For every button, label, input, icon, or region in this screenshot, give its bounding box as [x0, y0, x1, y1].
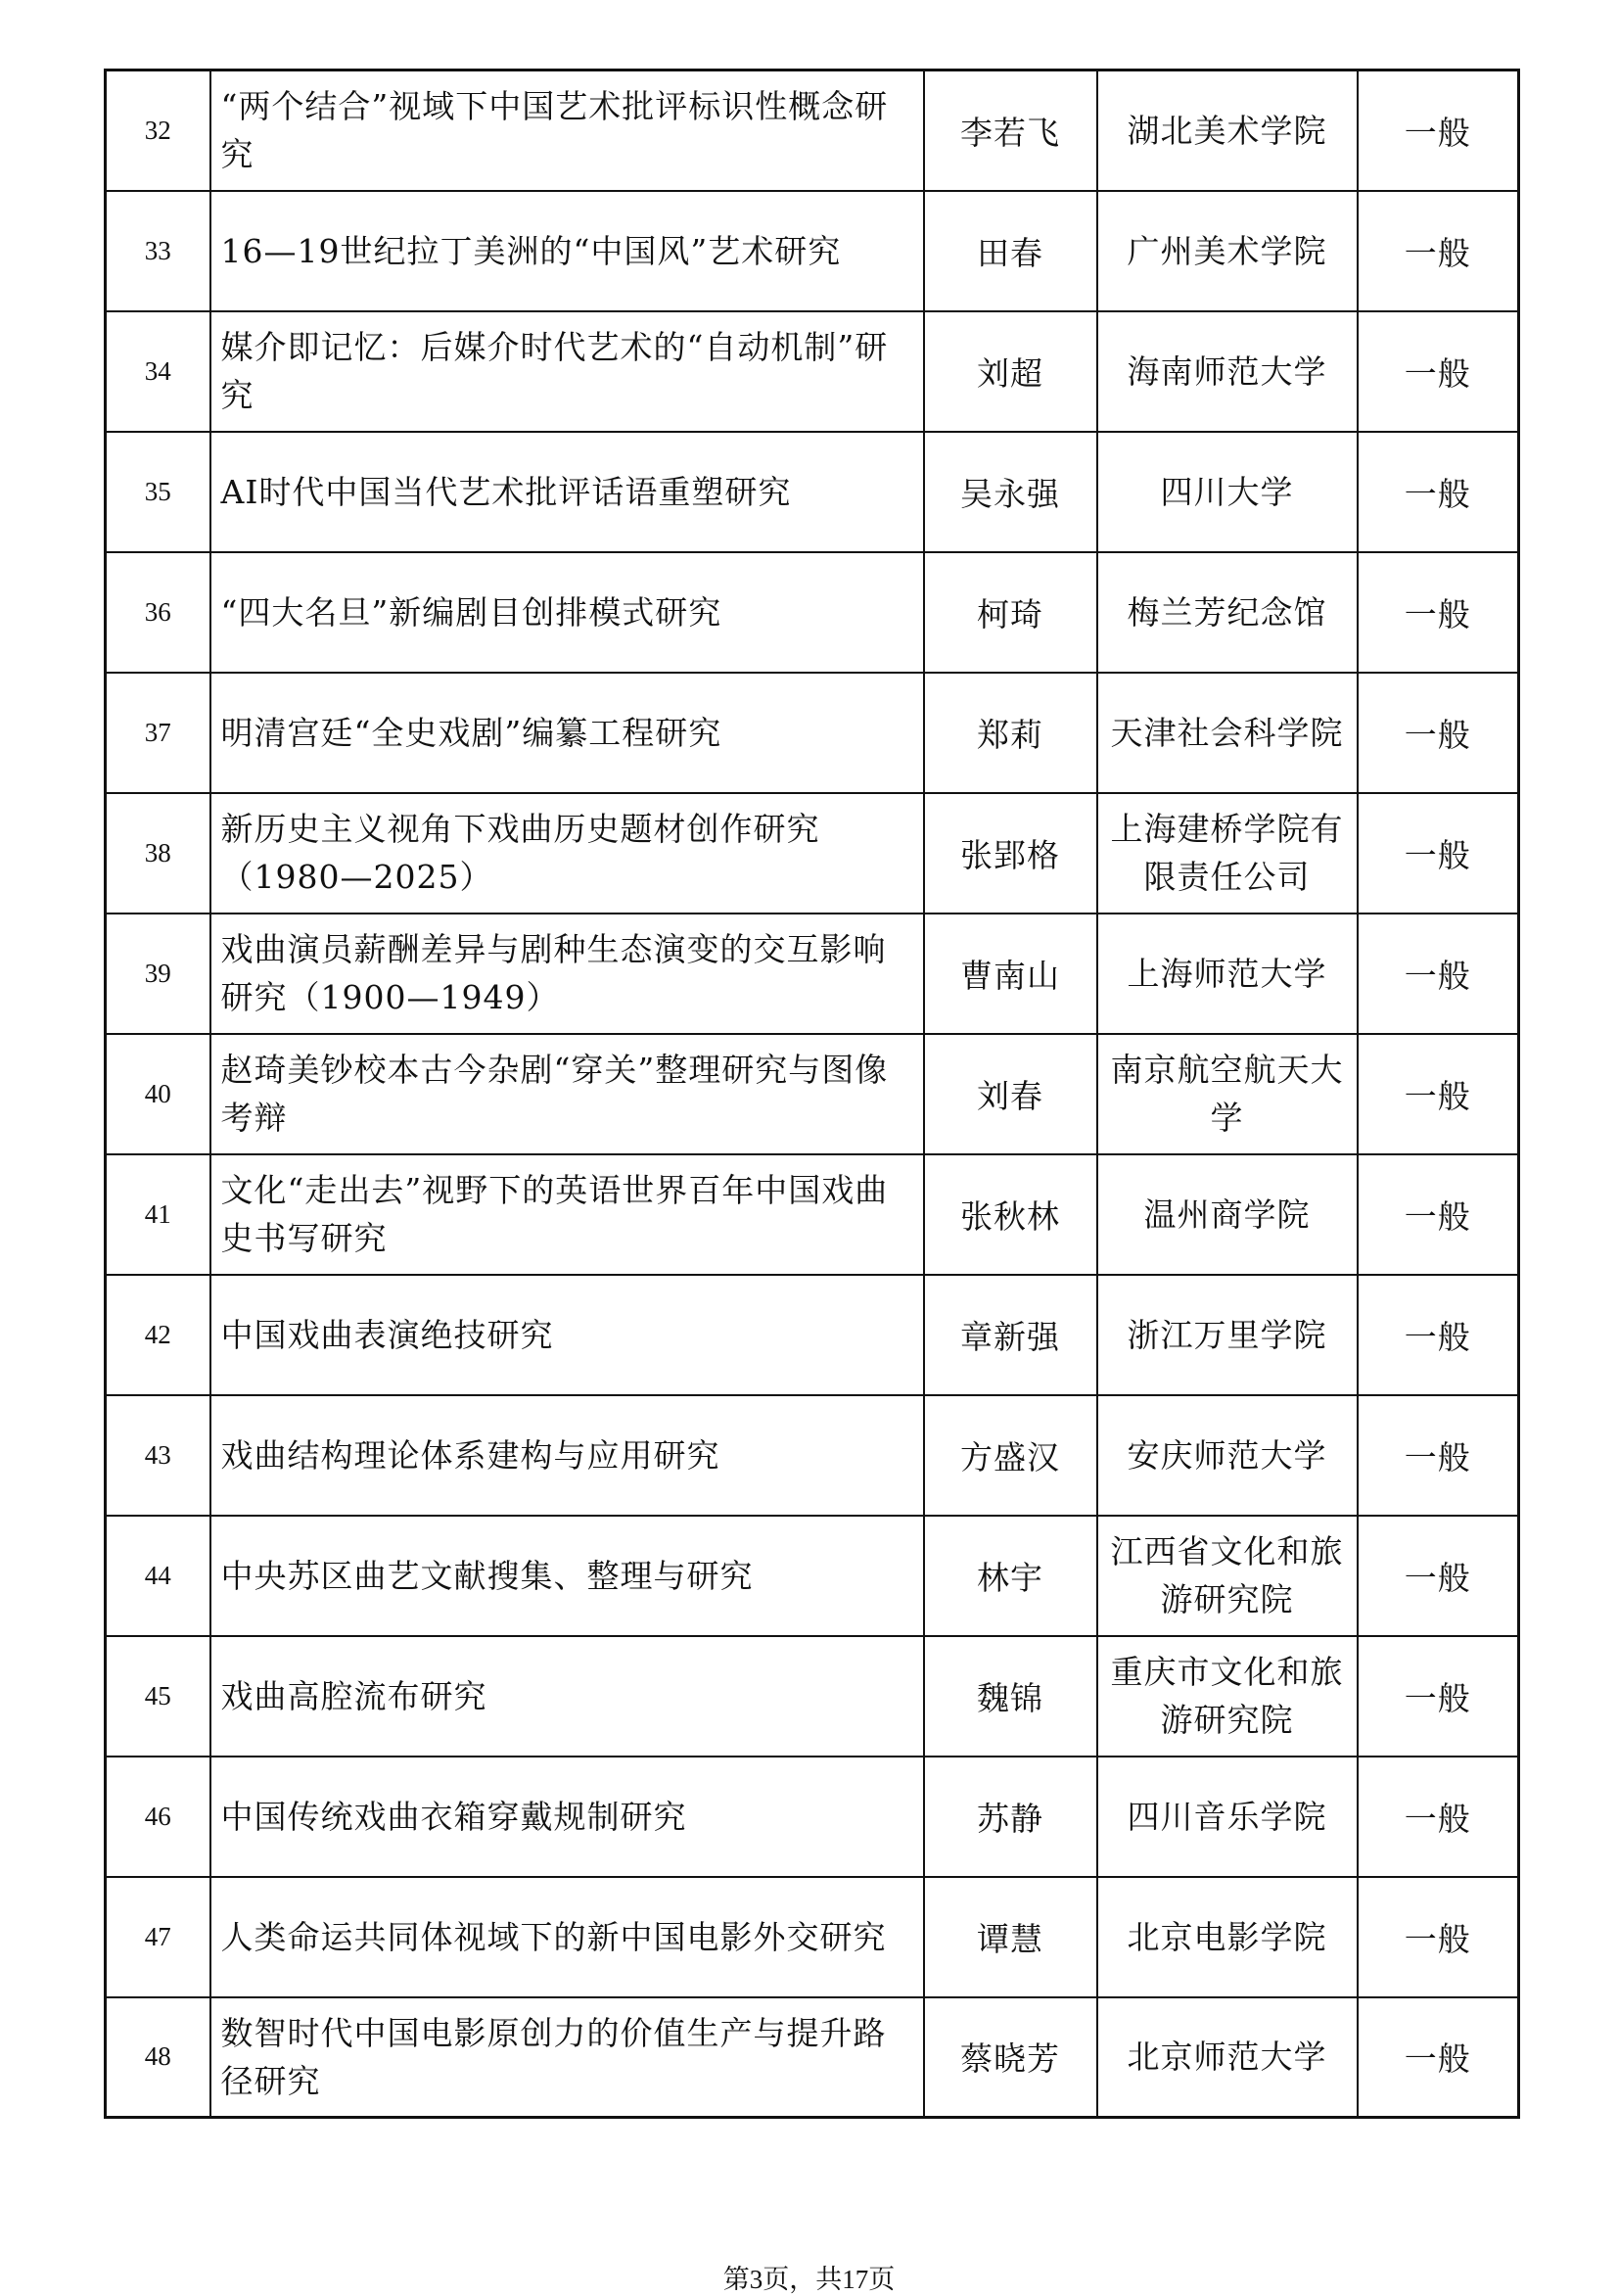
principal-investigator-cell: 曹南山	[924, 914, 1097, 1034]
table-row	[106, 1516, 1519, 1636]
project-title-cell: 数智时代中国电影原创力的价值生产与提升路径研究	[210, 1997, 924, 2118]
project-level-cell: 一般	[1358, 914, 1519, 1034]
institution-cell: 天津社会科学院	[1097, 673, 1358, 793]
project-title-cell: “四大名旦”新编剧目创排模式研究	[210, 552, 924, 673]
project-title-cell: 中国传统戏曲衣箱穿戴规制研究	[210, 1757, 924, 1877]
project-number-cell: 38	[106, 793, 210, 914]
principal-investigator-cell: 刘超	[924, 311, 1097, 432]
table-row	[106, 1275, 1519, 1395]
table-body	[106, 70, 1519, 2118]
table-row	[106, 311, 1519, 432]
project-number-cell: 39	[106, 914, 210, 1034]
project-number-cell: 33	[106, 191, 210, 311]
institution-cell: 浙江万里学院	[1097, 1275, 1358, 1395]
table-row	[106, 1877, 1519, 1997]
principal-investigator-cell: 谭慧	[924, 1877, 1097, 1997]
project-title-cell: AI时代中国当代艺术批评话语重塑研究	[210, 432, 924, 552]
project-number-cell: 42	[106, 1275, 210, 1395]
institution-cell: 安庆师范大学	[1097, 1395, 1358, 1516]
project-number-cell: 44	[106, 1516, 210, 1636]
project-number-cell: 43	[106, 1395, 210, 1516]
table-row	[106, 432, 1519, 552]
project-title-cell: 赵琦美钞校本古今杂剧“穿关”整理研究与图像考辩	[210, 1034, 924, 1154]
table-row	[106, 191, 1519, 311]
principal-investigator-cell: 魏锦	[924, 1636, 1097, 1757]
project-number-cell: 48	[106, 1997, 210, 2118]
principal-investigator-cell: 田春	[924, 191, 1097, 311]
institution-cell: 上海建桥学院有限责任公司	[1097, 793, 1358, 914]
project-number-cell: 46	[106, 1757, 210, 1877]
institution-cell: 海南师范大学	[1097, 311, 1358, 432]
project-number-cell: 47	[106, 1877, 210, 1997]
project-level-cell: 一般	[1358, 432, 1519, 552]
institution-cell: 四川音乐学院	[1097, 1757, 1358, 1877]
project-level-cell: 一般	[1358, 1877, 1519, 1997]
project-title-cell: 中国戏曲表演绝技研究	[210, 1275, 924, 1395]
principal-investigator-cell: 章新强	[924, 1275, 1097, 1395]
project-title-cell: 中央苏区曲艺文献搜集、整理与研究	[210, 1516, 924, 1636]
project-level-cell: 一般	[1358, 1275, 1519, 1395]
institution-cell: 上海师范大学	[1097, 914, 1358, 1034]
project-number-cell: 35	[106, 432, 210, 552]
table-row	[106, 673, 1519, 793]
project-level-cell: 一般	[1358, 1154, 1519, 1275]
project-level-cell: 一般	[1358, 1757, 1519, 1877]
principal-investigator-cell: 柯琦	[924, 552, 1097, 673]
principal-investigator-cell: 刘春	[924, 1034, 1097, 1154]
project-level-cell: 一般	[1358, 673, 1519, 793]
project-level-cell: 一般	[1358, 311, 1519, 432]
principal-investigator-cell: 蔡晓芳	[924, 1997, 1097, 2118]
principal-investigator-cell: 张秋林	[924, 1154, 1097, 1275]
principal-investigator-cell: 方盛汉	[924, 1395, 1097, 1516]
project-title-cell: 明清宫廷“全史戏剧”编纂工程研究	[210, 673, 924, 793]
project-title-cell: “两个结合”视域下中国艺术批评标识性概念研究	[210, 70, 924, 191]
project-title-cell: 媒介即记忆：后媒介时代艺术的“自动机制”研究	[210, 311, 924, 432]
institution-cell: 温州商学院	[1097, 1154, 1358, 1275]
project-number-cell: 37	[106, 673, 210, 793]
project-number-cell: 40	[106, 1034, 210, 1154]
project-number-cell: 34	[106, 311, 210, 432]
project-list-table	[104, 69, 1520, 2119]
principal-investigator-cell: 郑莉	[924, 673, 1097, 793]
institution-cell: 重庆市文化和旅游研究院	[1097, 1636, 1358, 1757]
institution-cell: 江西省文化和旅游研究院	[1097, 1516, 1358, 1636]
project-level-cell: 一般	[1358, 1395, 1519, 1516]
project-title-cell: 文化“走出去”视野下的英语世界百年中国戏曲史书写研究	[210, 1154, 924, 1275]
project-level-cell: 一般	[1358, 1636, 1519, 1757]
table-row	[106, 1395, 1519, 1516]
project-level-cell: 一般	[1358, 70, 1519, 191]
project-level-cell: 一般	[1358, 552, 1519, 673]
table-row	[106, 1636, 1519, 1757]
project-number-cell: 41	[106, 1154, 210, 1275]
table-row	[106, 1034, 1519, 1154]
project-number-cell: 45	[106, 1636, 210, 1757]
institution-cell: 梅兰芳纪念馆	[1097, 552, 1358, 673]
principal-investigator-cell: 苏静	[924, 1757, 1097, 1877]
project-title-cell: 16—19世纪拉丁美洲的“中国风”艺术研究	[210, 191, 924, 311]
project-number-cell: 36	[106, 552, 210, 673]
institution-cell: 广州美术学院	[1097, 191, 1358, 311]
principal-investigator-cell: 李若飞	[924, 70, 1097, 191]
principal-investigator-cell: 张郢格	[924, 793, 1097, 914]
project-title-cell: 人类命运共同体视域下的新中国电影外交研究	[210, 1877, 924, 1997]
institution-cell: 南京航空航天大学	[1097, 1034, 1358, 1154]
institution-cell: 湖北美术学院	[1097, 70, 1358, 191]
table-row	[106, 1997, 1519, 2118]
institution-cell: 北京师范大学	[1097, 1997, 1358, 2118]
table-row	[106, 914, 1519, 1034]
institution-cell: 四川大学	[1097, 432, 1358, 552]
project-title-cell: 戏曲结构理论体系建构与应用研究	[210, 1395, 924, 1516]
project-level-cell: 一般	[1358, 191, 1519, 311]
project-title-cell: 戏曲高腔流布研究	[210, 1636, 924, 1757]
project-level-cell: 一般	[1358, 1516, 1519, 1636]
institution-cell: 北京电影学院	[1097, 1877, 1358, 1997]
project-level-cell: 一般	[1358, 793, 1519, 914]
project-title-cell: 戏曲演员薪酬差异与剧种生态演变的交互影响研究（1900—1949）	[210, 914, 924, 1034]
principal-investigator-cell: 林宇	[924, 1516, 1097, 1636]
table-row	[106, 70, 1519, 191]
table-row	[106, 793, 1519, 914]
project-level-cell: 一般	[1358, 1997, 1519, 2118]
table-row	[106, 1757, 1519, 1877]
project-title-cell: 新历史主义视角下戏曲历史题材创作研究（1980—2025）	[210, 793, 924, 914]
project-level-cell: 一般	[1358, 1034, 1519, 1154]
page-footer: 第3页，共17页	[722, 2265, 896, 2294]
table-row	[106, 1154, 1519, 1275]
project-number-cell: 32	[106, 70, 210, 191]
table-row	[106, 552, 1519, 673]
principal-investigator-cell: 吴永强	[924, 432, 1097, 552]
